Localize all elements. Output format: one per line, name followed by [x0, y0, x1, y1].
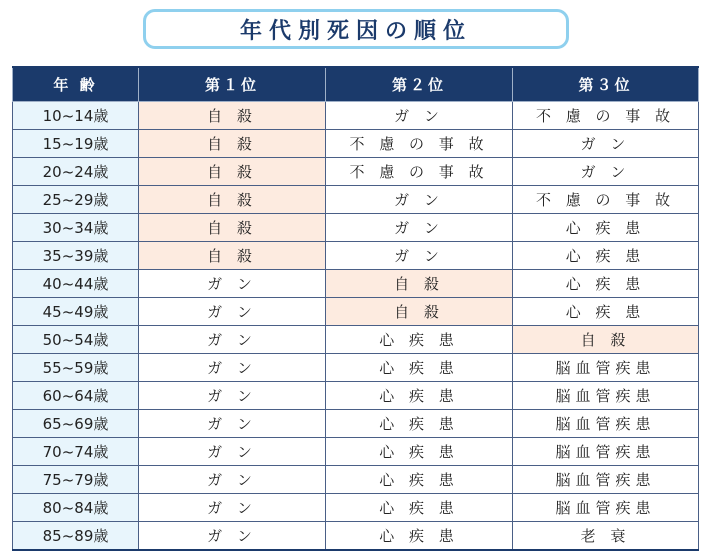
rank-1-cell: ガ ン — [139, 410, 326, 438]
table-row — [13, 494, 699, 522]
rank-3-cell: ガ ン — [513, 158, 699, 186]
age-cell: 45~49歳 — [13, 298, 139, 326]
rank-1-cell: ガ ン — [139, 326, 326, 354]
age-cell: 55~59歳 — [13, 354, 139, 382]
rank-1-cell: 自 殺 — [139, 186, 326, 214]
table-row — [13, 466, 699, 494]
table-row — [13, 158, 699, 186]
table-row — [13, 438, 699, 466]
rank-2-cell: 自 殺 — [326, 298, 513, 326]
rank-1-cell: ガ ン — [139, 466, 326, 494]
rank-1-cell: ガ ン — [139, 354, 326, 382]
rank-1-cell: 自 殺 — [139, 214, 326, 242]
rank-1-cell: ガ ン — [139, 382, 326, 410]
age-cell: 15~19歳 — [13, 130, 139, 158]
table-row — [13, 214, 699, 242]
rank-3-cell: 不 慮 の 事 故 — [513, 186, 699, 214]
header-row — [13, 67, 699, 102]
rank-2-cell: 不 慮 の 事 故 — [326, 130, 513, 158]
table-row — [13, 522, 699, 551]
table-row — [13, 270, 699, 298]
rank-3-cell: 不 慮 の 事 故 — [513, 102, 699, 130]
rank-3-cell: 心 疾 患 — [513, 214, 699, 242]
table-row — [13, 298, 699, 326]
rank-2-cell: ガ ン — [326, 242, 513, 270]
age-cell: 35~39歳 — [13, 242, 139, 270]
rank-1-cell: ガ ン — [139, 494, 326, 522]
age-cell: 85~89歳 — [13, 522, 139, 551]
page-title: 年代別死因の順位 — [239, 18, 472, 44]
table-row — [13, 354, 699, 382]
table-row — [13, 382, 699, 410]
age-cell: 75~79歳 — [13, 466, 139, 494]
age-cell: 40~44歳 — [13, 270, 139, 298]
rank-1-cell: ガ ン — [139, 438, 326, 466]
age-cell: 10~14歳 — [13, 102, 139, 130]
rank-3-cell: 自 殺 — [513, 326, 699, 354]
rank-3-cell: 脳血管疾患 — [513, 354, 699, 382]
header-rank-1: 第１位 — [139, 67, 326, 102]
table-row — [13, 186, 699, 214]
rank-2-cell: 不 慮 の 事 故 — [326, 158, 513, 186]
rank-3-cell: 脳血管疾患 — [513, 382, 699, 410]
rank-2-cell: 心 疾 患 — [326, 326, 513, 354]
rank-2-cell: ガ ン — [326, 102, 513, 130]
rank-3-cell: 脳血管疾患 — [513, 466, 699, 494]
rank-3-cell: 脳血管疾患 — [513, 494, 699, 522]
rank-2-cell: ガ ン — [326, 214, 513, 242]
ranking-table — [12, 66, 699, 551]
ranking-body — [13, 102, 699, 551]
table-row — [13, 410, 699, 438]
age-cell: 30~34歳 — [13, 214, 139, 242]
table-row — [13, 242, 699, 270]
rank-2-cell: 心 疾 患 — [326, 438, 513, 466]
table-row — [13, 102, 699, 130]
age-cell: 20~24歳 — [13, 158, 139, 186]
rank-1-cell: 自 殺 — [139, 130, 326, 158]
rank-2-cell: 心 疾 患 — [326, 466, 513, 494]
age-cell: 80~84歳 — [13, 494, 139, 522]
rank-2-cell: 心 疾 患 — [326, 494, 513, 522]
rank-3-cell: 心 疾 患 — [513, 298, 699, 326]
header-rank-3: 第３位 — [513, 67, 699, 102]
rank-1-cell: 自 殺 — [139, 242, 326, 270]
rank-2-cell: 自 殺 — [326, 270, 513, 298]
rank-1-cell: ガ ン — [139, 270, 326, 298]
age-cell: 50~54歳 — [13, 326, 139, 354]
rank-3-cell: 心 疾 患 — [513, 270, 699, 298]
rank-2-cell: ガ ン — [326, 186, 513, 214]
header-age: 年 齢 — [13, 67, 139, 102]
rank-3-cell: 心 疾 患 — [513, 242, 699, 270]
header-rank-2: 第２位 — [326, 67, 513, 102]
rank-2-cell: 心 疾 患 — [326, 354, 513, 382]
rank-3-cell: 脳血管疾患 — [513, 410, 699, 438]
rank-1-cell: ガ ン — [139, 522, 326, 551]
age-cell: 65~69歳 — [13, 410, 139, 438]
age-cell: 25~29歳 — [13, 186, 139, 214]
rank-3-cell: ガ ン — [513, 130, 699, 158]
age-cell: 60~64歳 — [13, 382, 139, 410]
rank-3-cell: 老 衰 — [513, 522, 699, 551]
rank-1-cell: ガ ン — [139, 298, 326, 326]
title-box — [143, 9, 569, 49]
table-row — [13, 326, 699, 354]
rank-3-cell: 脳血管疾患 — [513, 438, 699, 466]
rank-2-cell: 心 疾 患 — [326, 522, 513, 551]
age-cell: 70~74歳 — [13, 438, 139, 466]
rank-1-cell: 自 殺 — [139, 158, 326, 186]
rank-1-cell: 自 殺 — [139, 102, 326, 130]
table-row — [13, 130, 699, 158]
rank-2-cell: 心 疾 患 — [326, 410, 513, 438]
rank-2-cell: 心 疾 患 — [326, 382, 513, 410]
